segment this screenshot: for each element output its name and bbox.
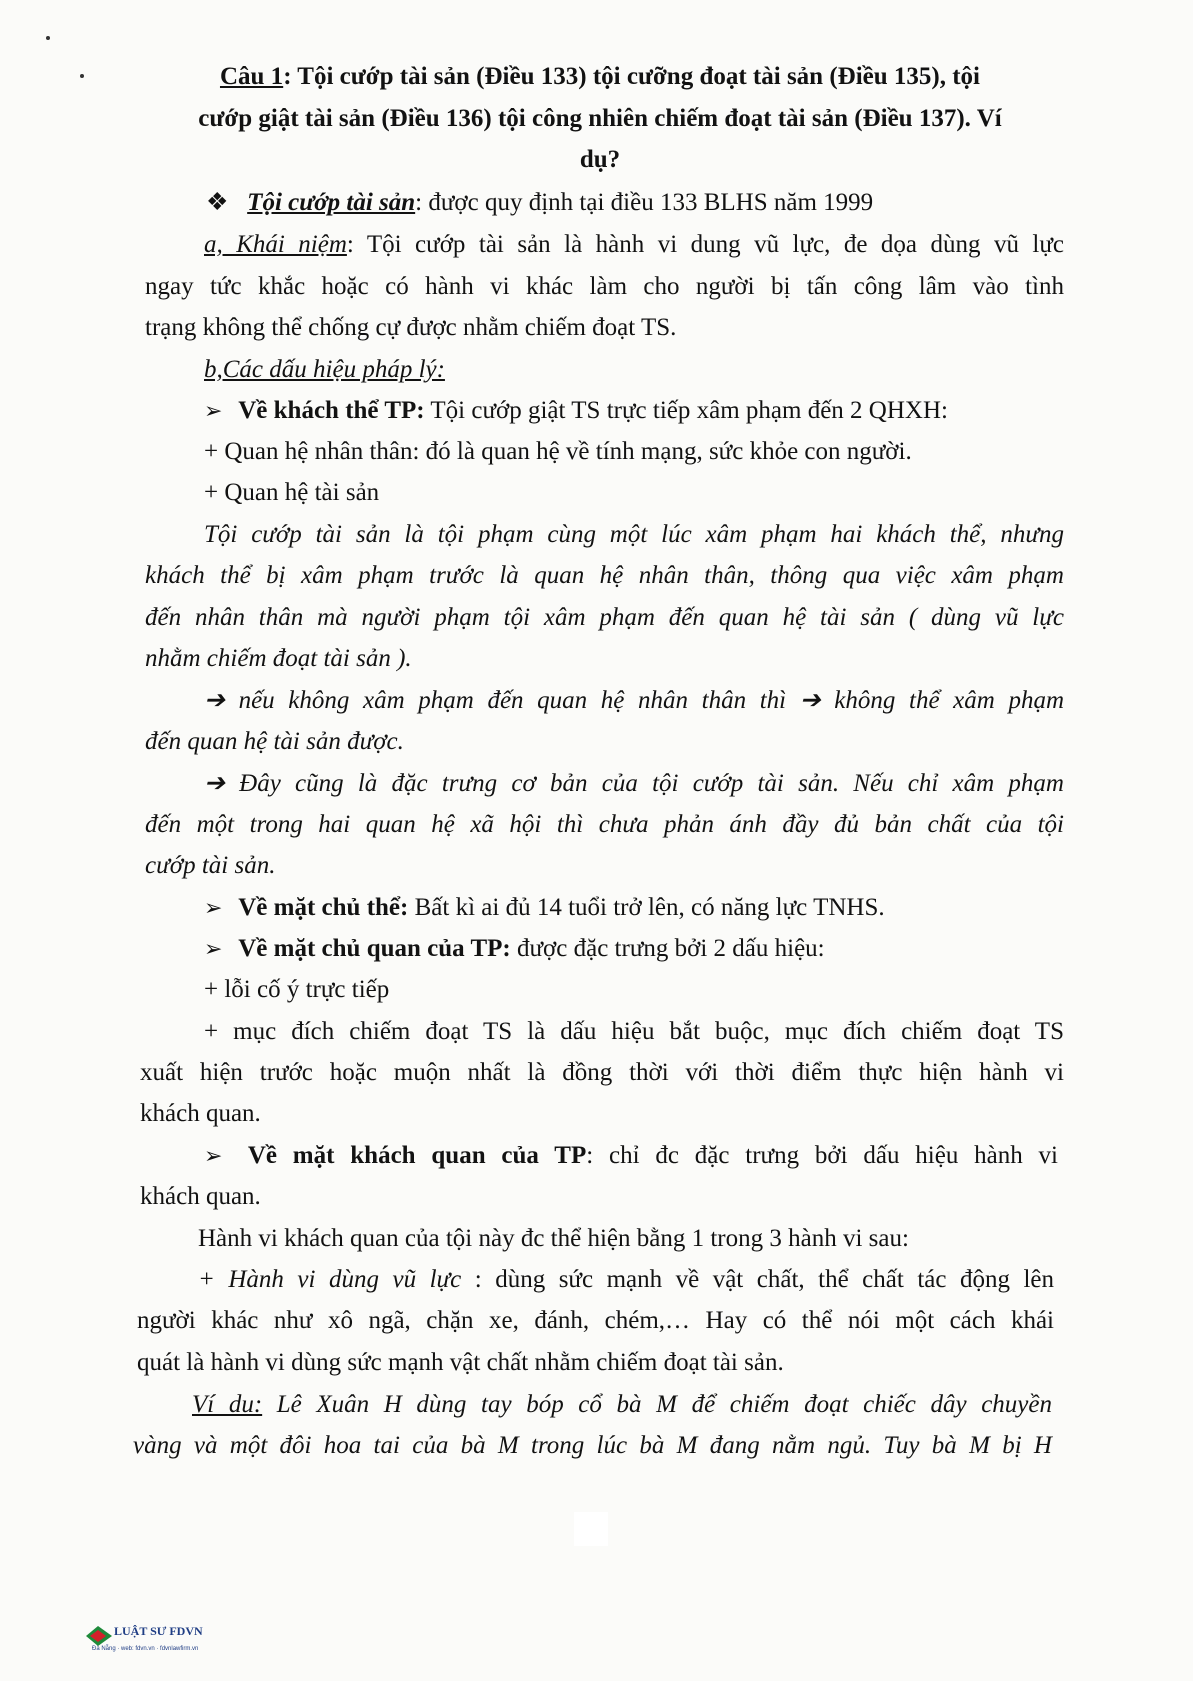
subjective-heading: ➢ Về mặt chủ quan của TP: được đặc trưng bởi 2 dấu hiệu: [204,935,825,962]
subject-heading: ➢ Về mặt chủ thể: Bất kì ai đủ 14 tuổi trở lên, có năng lực TNHS. [204,894,885,921]
arrowhead-bullet-icon: ➢ [204,936,223,961]
footer-subtitle: Đà Nẵng · web: fdvn.vn · fdvnlawfirm.vn [92,1646,199,1652]
violence-line-2: người khác như xô ngã, chặn xe, đánh, chém,… Hay có thể nói một cách khái [137,1307,1054,1334]
question-title-line-2: cướp giật tài sản (Điều 136) tội công nhiên chiếm đoạt tài sản (Điều 137). Ví [198,105,1002,132]
object-item-1: + Quan hệ nhân thân: đó là quan hệ về tính mạng, sức khỏe con người. [204,438,912,465]
right-arrow-icon: ➔ [204,687,225,714]
example-line-2: vàng và một đôi hoa tai của bà M trong lúc bà M đang nằm ngủ. Tuy bà M bị H [133,1432,1052,1459]
example-label: Ví du: [192,1391,263,1418]
subjective-item-1: + lỗi cố ý trực tiếp [204,976,390,1003]
violence-line-3: quát là hành vi dùng sức mạnh vật chất nhằm chiếm đoạt tài sản. [137,1349,784,1376]
object-consequence-line-1: ➔ nếu không xâm phạm đến quan hệ nhân thân thì ➔ không thể xâm phạm [204,687,1064,714]
arrowhead-bullet-icon: ➢ [204,1143,223,1168]
object-item-2: + Quan hệ tài sản [204,479,380,506]
question-title-line-3: dụ? [579,146,621,173]
arrowhead-bullet-icon: ➢ [204,398,223,423]
example-line-1: Ví du: Lê Xuân H dùng tay bóp cổ bà M để chiếm đoạt chiếc dây chuyền [192,1391,1052,1418]
violence-line-1: + Hành vi dùng vũ lực : dùng sức mạnh về vật chất, thể chất tác động lên [198,1266,1054,1293]
question-title-line-1: Câu 1: Tội cướp tài sản (Điều 133) tội cưỡng đoạt tài sản (Điều 135), tội [219,63,981,90]
definition-line-3: trạng không thể chống cự được nhằm chiếm đoạt TS. [145,314,677,341]
definition-line-2: ngay tức khắc hoặc có hành vi khác làm cho người bị tấn công lâm vào tình [145,273,1064,300]
object-characteristic-line-3: cướp tài sản. [145,852,276,879]
object-characteristic-line-2: đến một trong hai quan hệ xã hội thì chưa phản ánh đầy đủ bản chất của tội [145,811,1064,838]
objective-heading: ➢ Về mặt khách quan của TP: chỉ đc đặc trưng bởi dấu hiệu hành vi [204,1142,1058,1169]
page-number-patch [574,1512,608,1546]
object-consequence-line-2: đến quan hệ tài sản được. [145,728,404,755]
arrowhead-bullet-icon: ➢ [204,895,223,920]
subjective-item-2-line-3: khách quan. [140,1100,261,1127]
scan-speck [46,36,50,40]
object-para-line-3: đến nhân thân mà người phạm tội xâm phạm đến quan hệ tài sản ( dùng vũ lực [145,604,1064,631]
object-para-line-2: khách thể bị xâm phạm trước là quan hệ nhân thân, thông qua việc xâm phạm [145,562,1064,589]
definition-line-1: a, Khái niệm: Tội cướp tài sản là hành vi dung vũ lực, đe dọa dùng vũ lực [204,231,1064,258]
object-heading: ➢ Về khách thể TP: Tội cướp giật TS trực tiếp xâm phạm đến 2 QHXH: [204,397,948,424]
object-characteristic-line-1: ➔ Đây cũng là đặc trưng cơ bản của tội cướp tài sản. Nếu chỉ xâm phạm [204,770,1064,797]
object-para-line-1: Tội cướp tài sản là tội phạm cùng một lúc xâm phạm hai khách thể, nhưng [204,521,1064,548]
legal-signs-heading: b,Các dấu hiệu pháp lý: [204,356,445,383]
footer-brand: LUẬT SƯ FDVN [114,1624,203,1638]
fdvn-logo-icon [84,1622,114,1648]
objective-intro: Hành vi khách quan của tội này đc thể hiện bằng 1 trong 3 hành vi sau: [198,1225,909,1252]
subjective-item-2-line-1: + mục đích chiếm đoạt TS là dấu hiệu bắt buộc, mục đích chiếm đoạt TS [204,1018,1064,1045]
right-arrow-icon: ➔ [204,770,225,797]
subjective-item-2-line-2: xuất hiện trước hoặc muộn nhất là đồng thời với thời điểm thực hiện hành vi [140,1059,1064,1086]
diamond-bullet-icon: ❖ [206,189,229,216]
scan-speck [80,74,84,78]
footer-logo [84,1622,274,1662]
definition-label: a, Khái niệm [204,231,347,258]
section-heading: ❖ Tội cướp tài sản: được quy định tại điều 133 BLHS năm 1999 [206,189,874,216]
question-number: Câu 1 [219,63,284,90]
object-para-line-4: nhằm chiếm đoạt tài sản ). [145,645,412,672]
right-arrow-icon: ➔ [799,687,821,714]
objective-heading-line-2: khách quan. [140,1183,261,1210]
